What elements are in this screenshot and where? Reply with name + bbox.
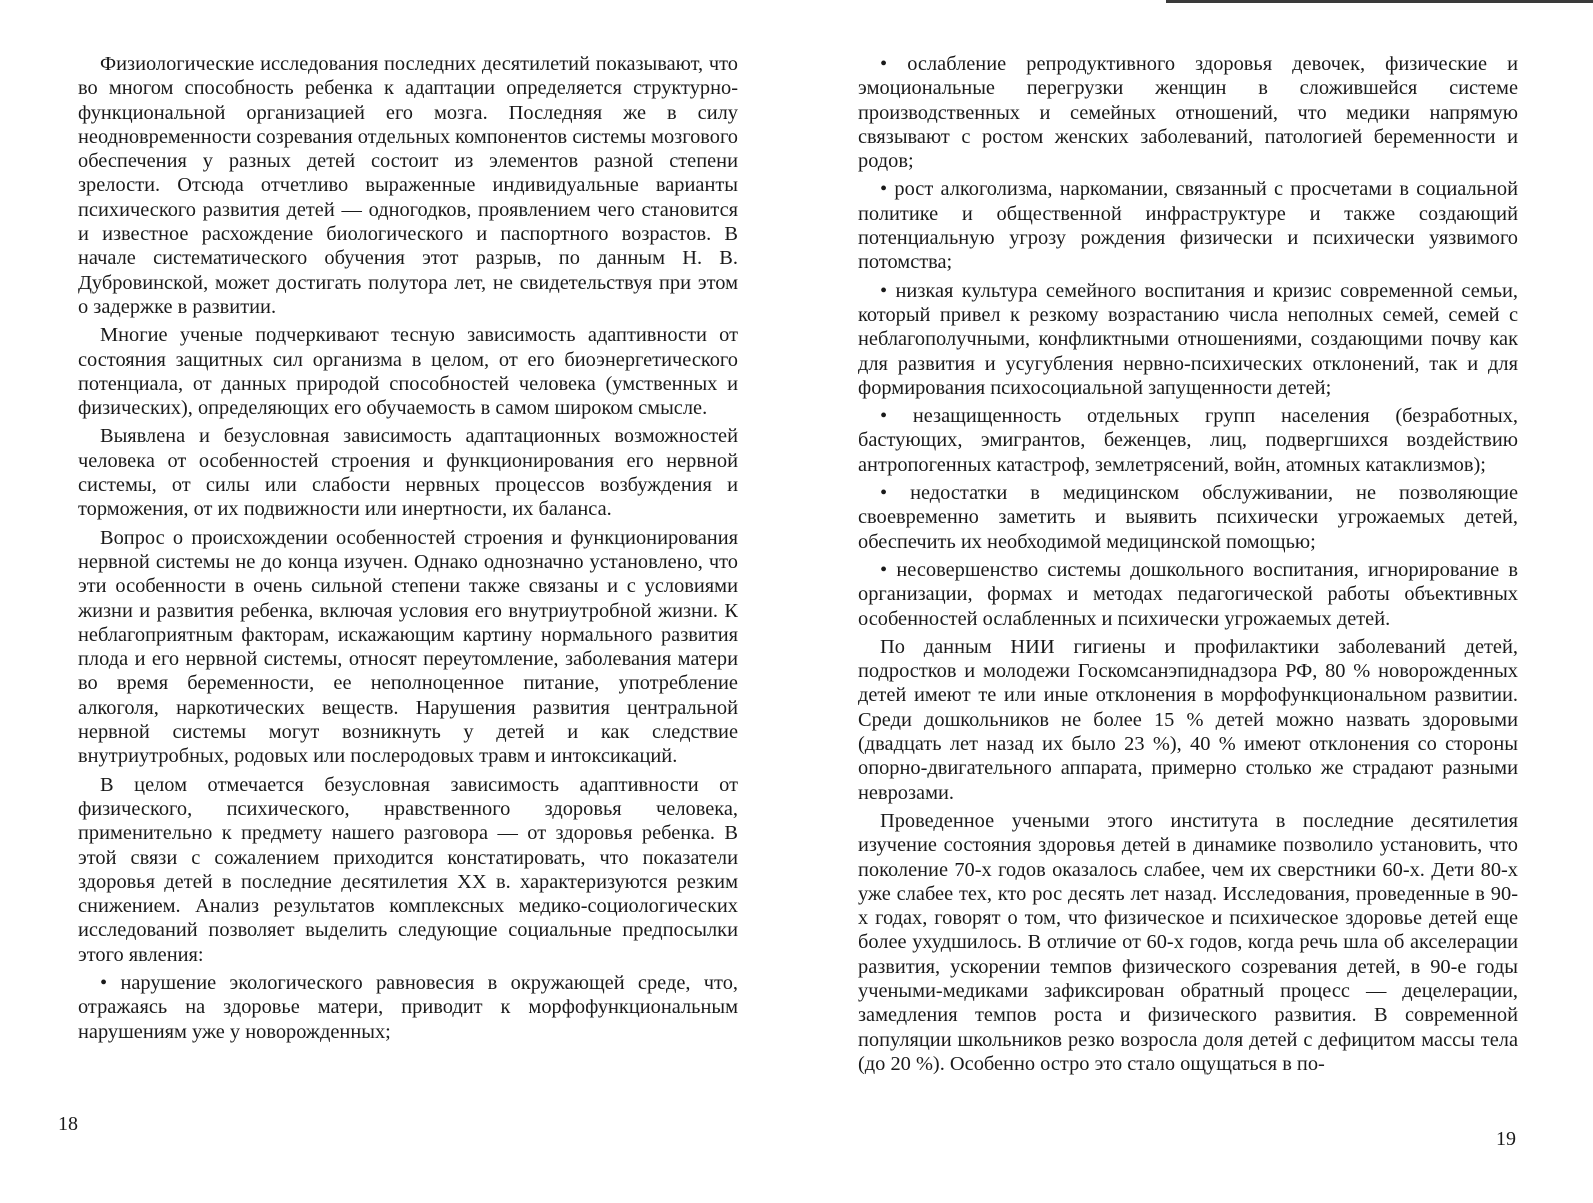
left-paragraph-2: Многие ученые подчеркивают тесную зависимость адаптивности от состояния защитных сил организма в целом, от его биоэнергетического потенциала, от данных природой способностей человека (умственных и физических), определяющих его обучаемость в самом широком смысле. xyxy=(78,324,738,420)
right-paragraph-2: • рост алкоголизма, наркомании, связанный с просчетами в социальной политике и общественной инфраструктуре и также создающий потенциальную угрозу рождения физически и психически уязвимого потомства; xyxy=(858,178,1518,274)
right-paragraph-7: По данным НИИ гигиены и профилактики заболеваний детей, подростков и молодежи Госкомсанэпиднадзора РФ, 80 % новорожденных детей имеют те или иные отклонения в морфофункциональном развитии. Среди дошкольников не более 15 % детей можно назвать здоровыми (двадцать лет назад их было 23 %), 40 % имеют отклонения со стороны опорно-двигательного аппарата, примерно столько же страдают разными неврозами. xyxy=(858,635,1518,804)
left-paragraph-6: • нарушение экологического равновесия в окружающей среде, что, отражаясь на здоровье матери, приводит к морфофункциональным нарушениям уже у новорожденных; xyxy=(78,971,738,1043)
right-paragraph-5: • недостатки в медицинском обслуживании, не позволяющие своевременно заметить и выявить психически угрожаемых детей, обеспечить их необходимой медицинской помощью; xyxy=(858,482,1518,553)
left-page xyxy=(78,52,738,1162)
right-page-number: 19 xyxy=(1496,1128,1516,1150)
left-paragraph-4: Вопрос о происхождении особенностей строения и функционирования нервной системы не до конца изучен. Однако однозначно установлено, что эти особенности в очень сильной степени также связаны и с условиями жизни и развития ребенка, включая условия его внутриутробной жизни. К неблагоприятным факторам, искажающим картину нормального развития плода и его нервной системы, относят переутомление, заболевания матери во время беременности, ее неполноценное питание, употребление алкоголя, наркотических веществ. Нарушения развития центральной нервной системы могут возникнуть у детей и как следствие внутриутробных, родовых или послеродовых травм и интоксикаций. xyxy=(78,526,738,768)
right-paragraph-4: • незащищенность отдельных групп населения (безработных, бастующих, эмигрантов, беженцев, лиц, подвергшихся воздействию антропогенных катастроф, землетрясений, войн, атомных катаклизмов); xyxy=(858,405,1518,476)
top-edge-rule xyxy=(1166,0,1593,3)
right-paragraph-1: • ослабление репродуктивного здоровья девочек, физические и эмоциональные перегрузки женщин в сложившейся системе производственных и семейных отношений, что медики напрямую связывают с ростом женских заболеваний, патологией беременности и родов; xyxy=(858,53,1518,173)
right-paragraph-8: Проведенное учеными этого института в последние десятилетия изучение состояния здоровья детей в динамике позволило установить, что поколение 70-х годов оказалось слабее, чем их сверстники 60-х. Дети 80-х уже слабее тех, кто рос десять лет назад. Исследования, проведенные в 90-х годах, говорят о том, что физическое и психическое здоровье детей еще более ухудшилось. В отличие от 60-х годов, когда речь шла об акселерации развития, ускорении темпов физического созревания детей, в 90-е годы учеными-медиками зафиксирован обратный процесс — децелерации, замедления темпов роста и физического развития. В современной популяции школьников резко возросла доля детей с дефицитом массы тела (до 20 %). Особенно остро это стало ощущаться в по- xyxy=(858,809,1518,1075)
left-page-number: 18 xyxy=(58,1113,78,1135)
left-paragraph-1: Физиологические исследования последних десятилетий показывают, что во многом способность ребенка к адаптации определяется структурно-функциональной организацией его мозга. Последняя же в силу неодновременности созревания отдельных компонентов системы мозгового обеспечения у разных детей состоит из элементов разной степени зрелости. Отсюда отчетливо выраженные индивидуальные варианты психического развития детей — одногодков, проявлением чего становится и известное расхождение биологического и паспортного возрастов. В начале систематического обучения этот разрыв, по данным Н. В. Дубровинской, может достигать полутора лет, не свидетельствуя при этом о задержке в развитии. xyxy=(78,53,738,318)
right-paragraph-3: • низкая культура семейного воспитания и кризис современной семьи, который привел к резкому возрастанию числа неполных семей, семей с неблагополучными, конфликтными отношениями, создающими почву как для развития и усугубления нервно-психических отклонений, так и для формирования психосоциальной запущенности детей; xyxy=(858,279,1518,399)
left-paragraph-5: В целом отмечается безусловная зависимость адаптивности от физического, психического, нравственного здоровья человека, применительно к предмету нашего разговора — от здоровья ребенка. В этой связи с сожалением приходится констатировать, что показатели здоровья детей в последние десятилетия XX в. характеризуются резким снижением. Анализ результатов комплексных медико-социологических исследований позволяет выделить следующие социальные предпосылки этого явления: xyxy=(78,773,738,966)
right-page xyxy=(858,52,1518,1162)
right-paragraph-6: • несовершенство системы дошкольного воспитания, игнорирование в организации, формах и методах педагогической работы объективных особенностей ослабленных и психически угрожаемых детей. xyxy=(858,558,1518,630)
left-paragraph-3: Выявлена и безусловная зависимость адаптационных возможностей человека от особенностей строения и функционирования его нервной системы, от силы или слабости нервных процессов возбуждения и торможения, от их подвижности или инертности, их баланса. xyxy=(78,425,738,521)
